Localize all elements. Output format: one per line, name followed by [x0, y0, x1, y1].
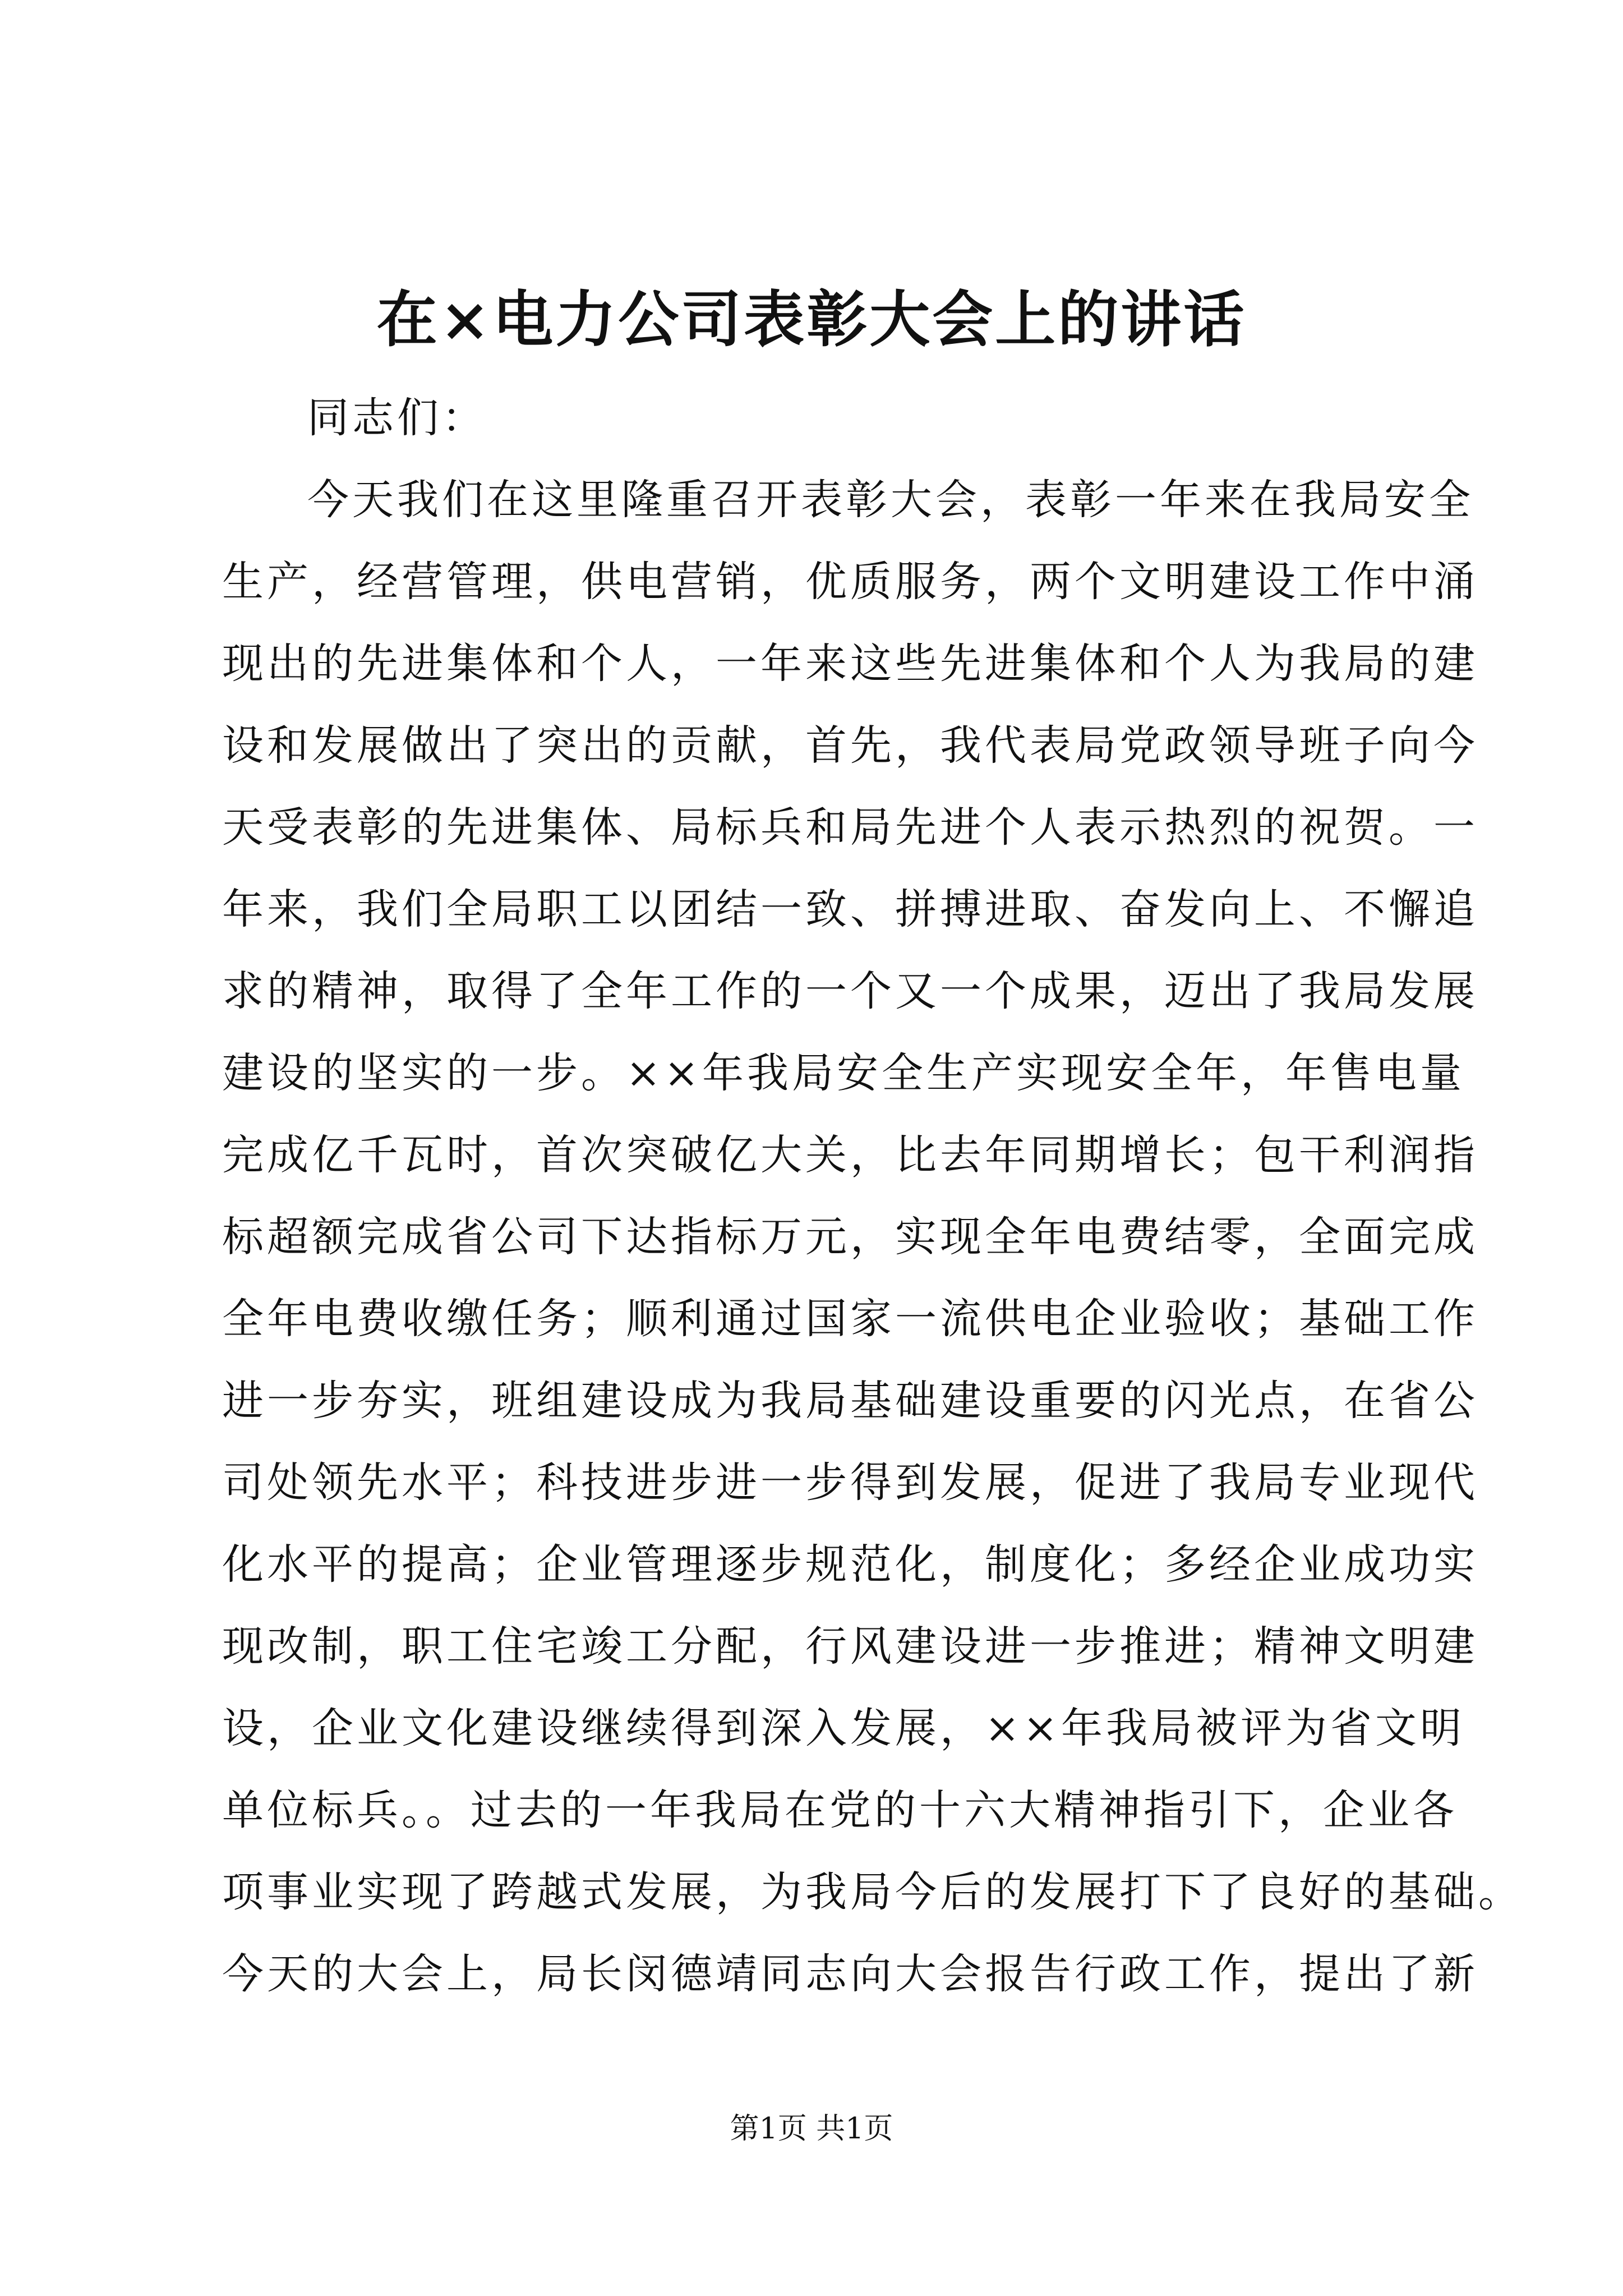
- body-line: 年来，我们全局职工以团结一致、拼搏进取、奋发向上、不懈追: [222, 885, 1478, 933]
- body-line: 标超额完成省公司下达指标万元，实现全年电费结零，全面完成: [222, 1213, 1478, 1261]
- body-line: 单位标兵。。过去的一年我局在党的十六大精神指引下，企业各: [222, 1786, 1458, 1834]
- body-line: 项事业实现了跨越式发展，为我局今后的发展打下了良好的基础。: [222, 1868, 1523, 1916]
- body-line: 天受表彰的先进集体、局标兵和局先进个人表示热烈的祝贺。一: [222, 803, 1478, 852]
- body-line: 求的精神，取得了全年工作的一个又一个成果，迈出了我局发展: [222, 967, 1478, 1015]
- body-line: 司处领先水平；科技进步进一步得到发展，促进了我局专业现代: [222, 1458, 1478, 1507]
- page-footer: 第1页 共1页: [730, 2112, 893, 2146]
- document-title: 在×电力公司表彰大会上的讲话: [376, 284, 1247, 355]
- body-line: 全年电费收缴任务；顺利通过国家一流供电企业验收；基础工作: [222, 1295, 1478, 1343]
- body-line: 设，企业文化建设继续得到深入发展，××年我局被评为省文明: [222, 1704, 1465, 1752]
- body-line: 现改制，职工住宅竣工分配，行风建设进一步推进；精神文明建: [222, 1622, 1478, 1671]
- body-line: 今天我们在这里隆重召开表彰大会，表彰一年来在我局安全: [307, 476, 1474, 524]
- body-line: 建设的坚实的一步。××年我局安全生产实现安全年，年售电量: [222, 1049, 1465, 1097]
- document-body: [222, 377, 1523, 2015]
- salutation-line: 同志们：: [307, 394, 487, 442]
- body-line: 设和发展做出了突出的贡献，首先，我代表局党政领导班子向今: [222, 721, 1478, 770]
- body-line: 完成亿千瓦时，首次突破亿大关，比去年同期增长；包干利润指: [222, 1131, 1478, 1179]
- body-line: 化水平的提高；企业管理逐步规范化，制度化；多经企业成功实: [222, 1540, 1478, 1589]
- body-line: 进一步夯实，班组建设成为我局基础建设重要的闪光点，在省公: [222, 1377, 1478, 1425]
- body-line: 现出的先进集体和个人，一年来这些先进集体和个人为我局的建: [222, 639, 1478, 688]
- body-line: 今天的大会上，局长闵德靖同志向大会报告行政工作，提出了新: [222, 1950, 1478, 1998]
- body-line: 生产，经营管理，供电营销，优质服务，两个文明建设工作中涌: [222, 558, 1478, 606]
